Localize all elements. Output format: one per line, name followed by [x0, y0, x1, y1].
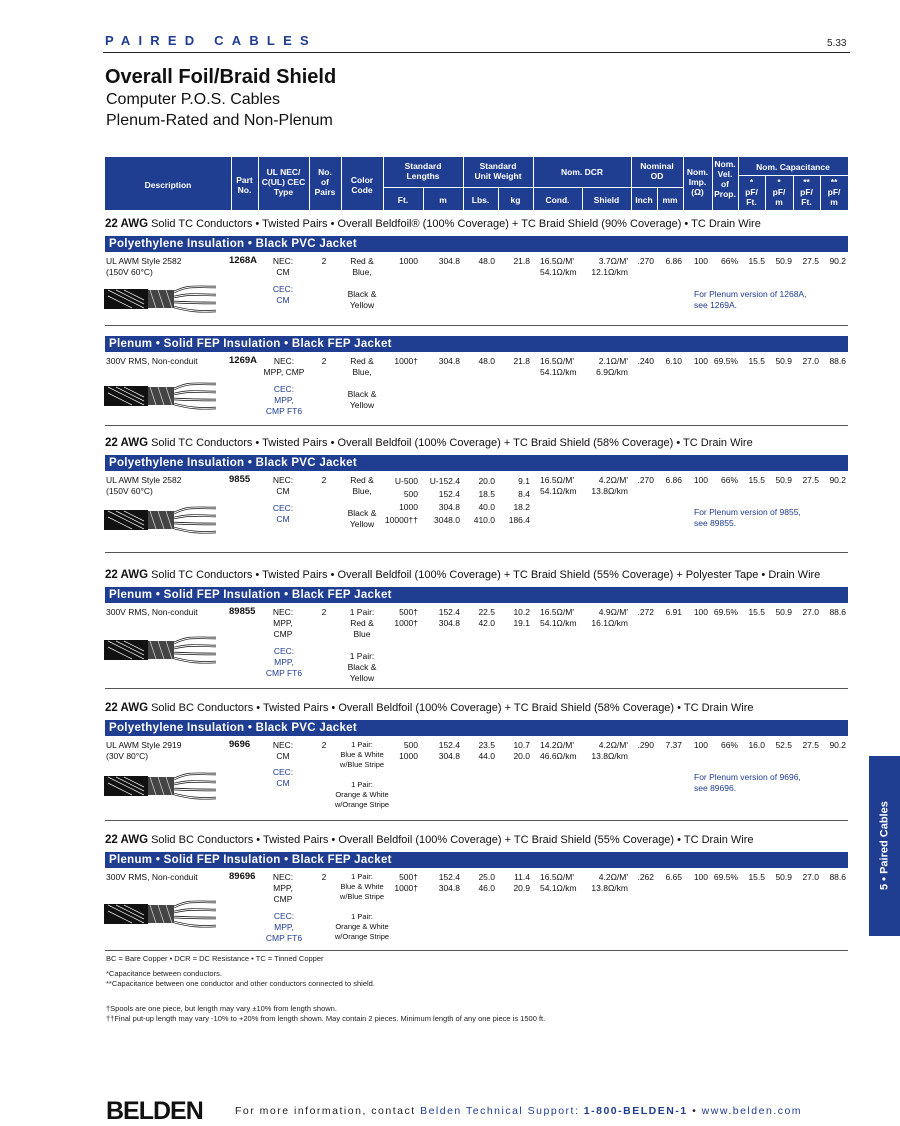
page-title: Overall Foil/Braid Shield — [105, 66, 337, 88]
impedance: 100 — [693, 607, 708, 617]
cap-2: 50.9 — [775, 475, 792, 485]
weight-kg: 21.8 — [513, 356, 530, 366]
weight-lbs: 23.5 44.0 — [478, 740, 495, 761]
velocity: 66% — [720, 256, 738, 266]
subtitle-1: Computer P.O.S. Cables — [106, 91, 281, 108]
col-nom-capacitance: Nom. Capacitance — [756, 162, 830, 172]
pairs: 2 — [321, 872, 327, 882]
section-description: 22 AWG Solid BC Conductors • Twisted Pairs • Overall Beldfoil (100% Coverage) + TC Braid Shield (58% Coverage) • TC Drain Wire — [105, 702, 754, 714]
od-mm: 6.86 — [665, 475, 682, 485]
length-m: 304.8 — [438, 256, 460, 266]
page-number: 5.33 — [827, 38, 847, 49]
section-description: 22 AWG Solid TC Conductors • Twisted Pairs • Overall Beldfoil® (100% Coverage) + TC Braid Shield (90% Coverage) • TC Drain Wire — [105, 218, 761, 230]
dcr-cond: 16.5Ω/M' 54.1Ω/km — [540, 872, 577, 893]
col-std-lengths: Standard Lengths — [404, 161, 442, 181]
col-ul-nec: UL NEC/ C(UL) CEC Type — [261, 167, 306, 197]
cap-4: 88.6 — [829, 607, 846, 617]
jacket-bar: Plenum • Solid FEP Insulation • Black FEP Jacket — [105, 336, 848, 352]
velocity: 69.5% — [713, 607, 738, 617]
desc-text: UL AWM Style 2919 (30V 80°C) — [106, 740, 182, 761]
color-code: Red & Blue, Black & Yellow — [347, 475, 377, 529]
part-number: 89696 — [229, 871, 256, 882]
cap-2: 50.9 — [775, 356, 792, 366]
dcr-shield: 4.2Ω/M' 13.8Ω/km — [591, 740, 628, 761]
color-code: Red & Blue, Black & Yellow — [347, 256, 377, 310]
cap-2: 50.9 — [775, 872, 792, 882]
pairs: 2 — [321, 607, 327, 617]
od-mm: 6.10 — [665, 356, 682, 366]
velocity: 69.5% — [713, 872, 738, 882]
cap-3: 27.0 — [802, 872, 819, 882]
col-cap-1: * pF/ Ft. — [745, 177, 758, 207]
dcr-cond: 16.5Ω/M' 54.1Ω/km — [540, 256, 577, 277]
nec-type: NEC: MPP, CMP — [272, 607, 294, 639]
velocity: 69.5% — [713, 356, 738, 366]
cec-type: CEC: MPP, CMP FT6 — [265, 384, 303, 416]
nec-type: NEC: CM — [272, 475, 294, 496]
section-label: PAIRED CABLES — [105, 33, 317, 48]
impedance: 100 — [693, 740, 708, 750]
cec-type: CEC: CM — [272, 503, 294, 524]
dcr-shield: 4.2Ω/M' 13.8Ω/km — [591, 475, 628, 496]
col-nominal-od: Nominal OD — [640, 161, 674, 181]
cap-1: 15.5 — [748, 356, 765, 366]
od-inch: .290 — [637, 740, 654, 750]
desc-text: 300V RMS, Non-conduit — [106, 356, 198, 366]
cable-image — [104, 632, 222, 668]
weight-kg: 10.7 20.0 — [513, 740, 530, 761]
row-divider — [105, 688, 848, 689]
cap-1: 15.5 — [748, 607, 765, 617]
od-inch: .270 — [637, 475, 654, 485]
cable-image — [104, 502, 222, 538]
od-inch: .262 — [637, 872, 654, 882]
color-code: Red & Blue, Black & Yellow — [347, 356, 377, 410]
section-description: 22 AWG Solid TC Conductors • Twisted Pairs • Overall Beldfoil (100% Coverage) + TC Braid Shield (58% Coverage) • TC Drain Wire — [105, 437, 753, 449]
col-shield: Shield — [593, 195, 620, 205]
cable-image — [104, 281, 222, 317]
length-m: 304.8 — [438, 356, 460, 366]
col-nom-imp: Nom. Imp. (Ω) — [686, 167, 709, 197]
dcr-cond: 14.2Ω/M' 46.6Ω/km — [540, 740, 577, 761]
od-inch: .272 — [637, 607, 654, 617]
length-m: 152.4 304.8 — [438, 607, 460, 628]
part-number: 89855 — [229, 606, 256, 617]
cec-type: CEC: CM — [272, 284, 294, 305]
cap-3: 27.5 — [802, 740, 819, 750]
plenum-note: For Plenum version of 9855, see 89855. — [694, 507, 801, 528]
col-m: m — [439, 195, 447, 205]
col-nom-vel: Nom. Vel. of Prop. — [714, 159, 736, 199]
plenum-note: For Plenum version of 9696, see 89696. — [694, 772, 801, 793]
col-cond: Cond. — [545, 195, 570, 205]
dcr-shield: 4.2Ω/M' 13.8Ω/km — [591, 872, 628, 893]
row-divider — [105, 552, 848, 553]
cable-image — [104, 768, 222, 804]
table-header — [105, 157, 848, 210]
cap-1: 15.5 — [748, 475, 765, 485]
weight-lbs: 20.0 18.5 40.0 410.0 — [473, 476, 495, 525]
website-link[interactable]: www.belden.com — [701, 1105, 803, 1117]
od-mm: 6.86 — [665, 256, 682, 266]
impedance: 100 — [693, 872, 708, 882]
color-code: 1 Pair: Blue & White w/Blue Stripe 1 Pair: Orange & White w/Orange Stripe — [334, 740, 390, 809]
desc-text: 300V RMS, Non-conduit — [106, 607, 198, 617]
contact-line: For more information, contact Belden Technical Support: 1-800-BELDEN-1 • www.belden.com — [235, 1105, 803, 1117]
capacitance-footnote: *Capacitance between conductors. **Capacitance between one conductor and other conductors connected to shield. — [106, 969, 375, 988]
od-inch: .240 — [637, 356, 654, 366]
length-ft: U-500 500 1000 10000†† — [384, 476, 418, 525]
cap-2: 50.9 — [775, 256, 792, 266]
col-nom-dcr: Nom. DCR — [560, 167, 604, 177]
col-color-code: Color Code — [350, 175, 374, 195]
part-number: 1269A — [229, 355, 257, 366]
cap-4: 88.6 — [829, 872, 846, 882]
cable-image — [104, 896, 222, 932]
col-cap-3: ** pF/ Ft. — [800, 177, 813, 207]
length-m: 152.4 304.8 — [438, 872, 460, 893]
length-m: 152.4 304.8 — [438, 740, 460, 761]
cap-4: 90.2 — [829, 740, 846, 750]
weight-kg: 21.8 — [513, 256, 530, 266]
part-number: 9855 — [229, 474, 251, 485]
nec-type: NEC: MPP, CMP — [272, 872, 294, 904]
od-mm: 7.37 — [665, 740, 682, 750]
desc-text: 300V RMS, Non-conduit — [106, 872, 198, 882]
row-divider — [105, 820, 848, 821]
weight-lbs: 48.0 — [478, 256, 495, 266]
velocity: 66% — [720, 475, 738, 485]
phone-number: 1-800-BELDEN-1 — [583, 1105, 688, 1117]
side-tab-label: 5 • Paired Cables — [878, 801, 891, 891]
cap-4: 88.6 — [829, 356, 846, 366]
jacket-bar: Polyethylene Insulation • Black PVC Jacket — [105, 720, 848, 736]
jacket-bar: Polyethylene Insulation • Black PVC Jacket — [105, 236, 848, 252]
cap-2: 52.5 — [775, 740, 792, 750]
part-number: 9696 — [229, 739, 251, 750]
impedance: 100 — [693, 356, 708, 366]
col-cap-2: * pF/ m — [772, 177, 786, 207]
jacket-bar: Polyethylene Insulation • Black PVC Jacket — [105, 455, 848, 471]
dcr-cond: 16.5Ω/M' 54.1Ω/km — [540, 607, 577, 628]
row-divider — [105, 950, 848, 951]
col-pairs: No. of Pairs — [314, 167, 336, 197]
abbrev-footnote: BC = Bare Copper • DCR = DC Resistance • TC = Tinned Copper — [106, 954, 324, 963]
pairs: 2 — [321, 740, 327, 750]
cap-1: 16.0 — [748, 740, 765, 750]
section-description: 22 AWG Solid BC Conductors • Twisted Pairs • Overall Beldfoil (100% Coverage) + TC Braid Shield (55% Coverage) • TC Drain Wire — [105, 834, 754, 846]
cec-type: CEC: CM — [272, 767, 294, 788]
od-mm: 6.91 — [665, 607, 682, 617]
cap-4: 90.2 — [829, 475, 846, 485]
jacket-bar: Plenum • Solid FEP Insulation • Black FEP Jacket — [105, 852, 848, 868]
nec-type: NEC: CM — [272, 256, 294, 277]
velocity: 66% — [720, 740, 738, 750]
pairs: 2 — [321, 356, 327, 366]
length-ft: 1000 — [399, 256, 418, 266]
col-inch: Inch — [635, 195, 653, 205]
length-m: U-152.4 152.4 304.8 3048.0 — [429, 476, 460, 525]
dcr-shield: 3.7Ω/M' 12.1Ω/km — [591, 256, 628, 277]
dcr-cond: 16.5Ω/M' 54.1Ω/km — [540, 475, 577, 496]
nec-type: NEC: CM — [272, 740, 294, 761]
col-description: Description — [144, 180, 192, 190]
top-rule — [103, 52, 850, 53]
dcr-shield: 4.9Ω/M' 16.1Ω/km — [591, 607, 628, 628]
weight-kg: 9.1 8.4 18.2 186.4 — [508, 476, 530, 525]
jacket-bar: Plenum • Solid FEP Insulation • Black FEP Jacket — [105, 587, 848, 603]
cap-2: 50.9 — [775, 607, 792, 617]
col-ft: Ft. — [397, 195, 409, 205]
col-part-no: Part No. — [236, 175, 253, 195]
cap-1: 15.5 — [748, 256, 765, 266]
desc-text: UL AWM Style 2582 (150V 60°C) — [106, 256, 182, 277]
cap-4: 90.2 — [829, 256, 846, 266]
cap-3: 27.5 — [802, 475, 819, 485]
section-description: 22 AWG Solid TC Conductors • Twisted Pairs • Overall Beldfoil (100% Coverage) + TC Braid Shield (55% Coverage) + Polyester Tape • Drain Wire — [105, 569, 821, 581]
col-lbs: Lbs. — [471, 195, 490, 205]
cec-type: CEC: MPP, CMP FT6 — [265, 911, 303, 943]
cap-3: 27.5 — [802, 256, 819, 266]
col-cap-4: ** pF/ m — [827, 177, 841, 207]
weight-kg: 11.4 20.9 — [513, 872, 530, 893]
pairs: 2 — [321, 475, 327, 485]
color-code: 1 Pair: Red & Blue 1 Pair: Black & Yellow — [347, 607, 377, 683]
col-mm: mm — [662, 195, 678, 205]
weight-lbs: 25.0 46.0 — [478, 872, 495, 893]
cap-1: 15.5 — [748, 872, 765, 882]
subtitle-2: Plenum-Rated and Non-Plenum — [106, 112, 333, 129]
cable-image — [104, 378, 222, 414]
weight-lbs: 48.0 — [478, 356, 495, 366]
dcr-cond: 16.5Ω/M' 54.1Ω/km — [540, 356, 577, 377]
plenum-note: For Plenum version of 1268A, see 1269A. — [694, 289, 807, 310]
impedance: 100 — [693, 475, 708, 485]
row-divider — [105, 425, 848, 426]
col-kg: kg — [510, 195, 521, 205]
nec-type: NEC: MPP, CMP — [263, 356, 305, 377]
od-inch: .270 — [637, 256, 654, 266]
desc-text: UL AWM Style 2582 (150V 60°C) — [106, 475, 182, 496]
spool-footnote: †Spools are one piece, but length may vary ±10% from length shown. ††Final put-up length may vary -10% to +20% from length shown. May contain 2 pieces. Minimum length of any one piece is 1500 ft. — [106, 1004, 546, 1023]
cap-3: 27.0 — [802, 607, 819, 617]
cec-type: CEC: MPP, CMP FT6 — [265, 646, 303, 678]
impedance: 100 — [693, 256, 708, 266]
row-divider — [105, 325, 848, 326]
dcr-shield: 2.1Ω/M' 6.9Ω/km — [596, 356, 628, 377]
belden-logo: BELDEN — [106, 1097, 203, 1125]
length-ft: 1000† — [394, 356, 418, 366]
col-unit-weight: Standard Unit Weight — [474, 161, 522, 181]
part-number: 1268A — [229, 255, 257, 266]
od-mm: 6.65 — [665, 872, 682, 882]
length-ft: 500† 1000† — [394, 607, 418, 628]
pairs: 2 — [321, 256, 327, 266]
color-code: 1 Pair: Blue & White w/Blue Stripe 1 Pair: Orange & White w/Orange Stripe — [334, 872, 390, 941]
cap-3: 27.0 — [802, 356, 819, 366]
length-ft: 500 1000 — [399, 740, 418, 761]
weight-lbs: 22.5 42.0 — [478, 607, 495, 628]
weight-kg: 10.2 19.1 — [513, 607, 530, 628]
length-ft: 500† 1000† — [394, 872, 418, 893]
